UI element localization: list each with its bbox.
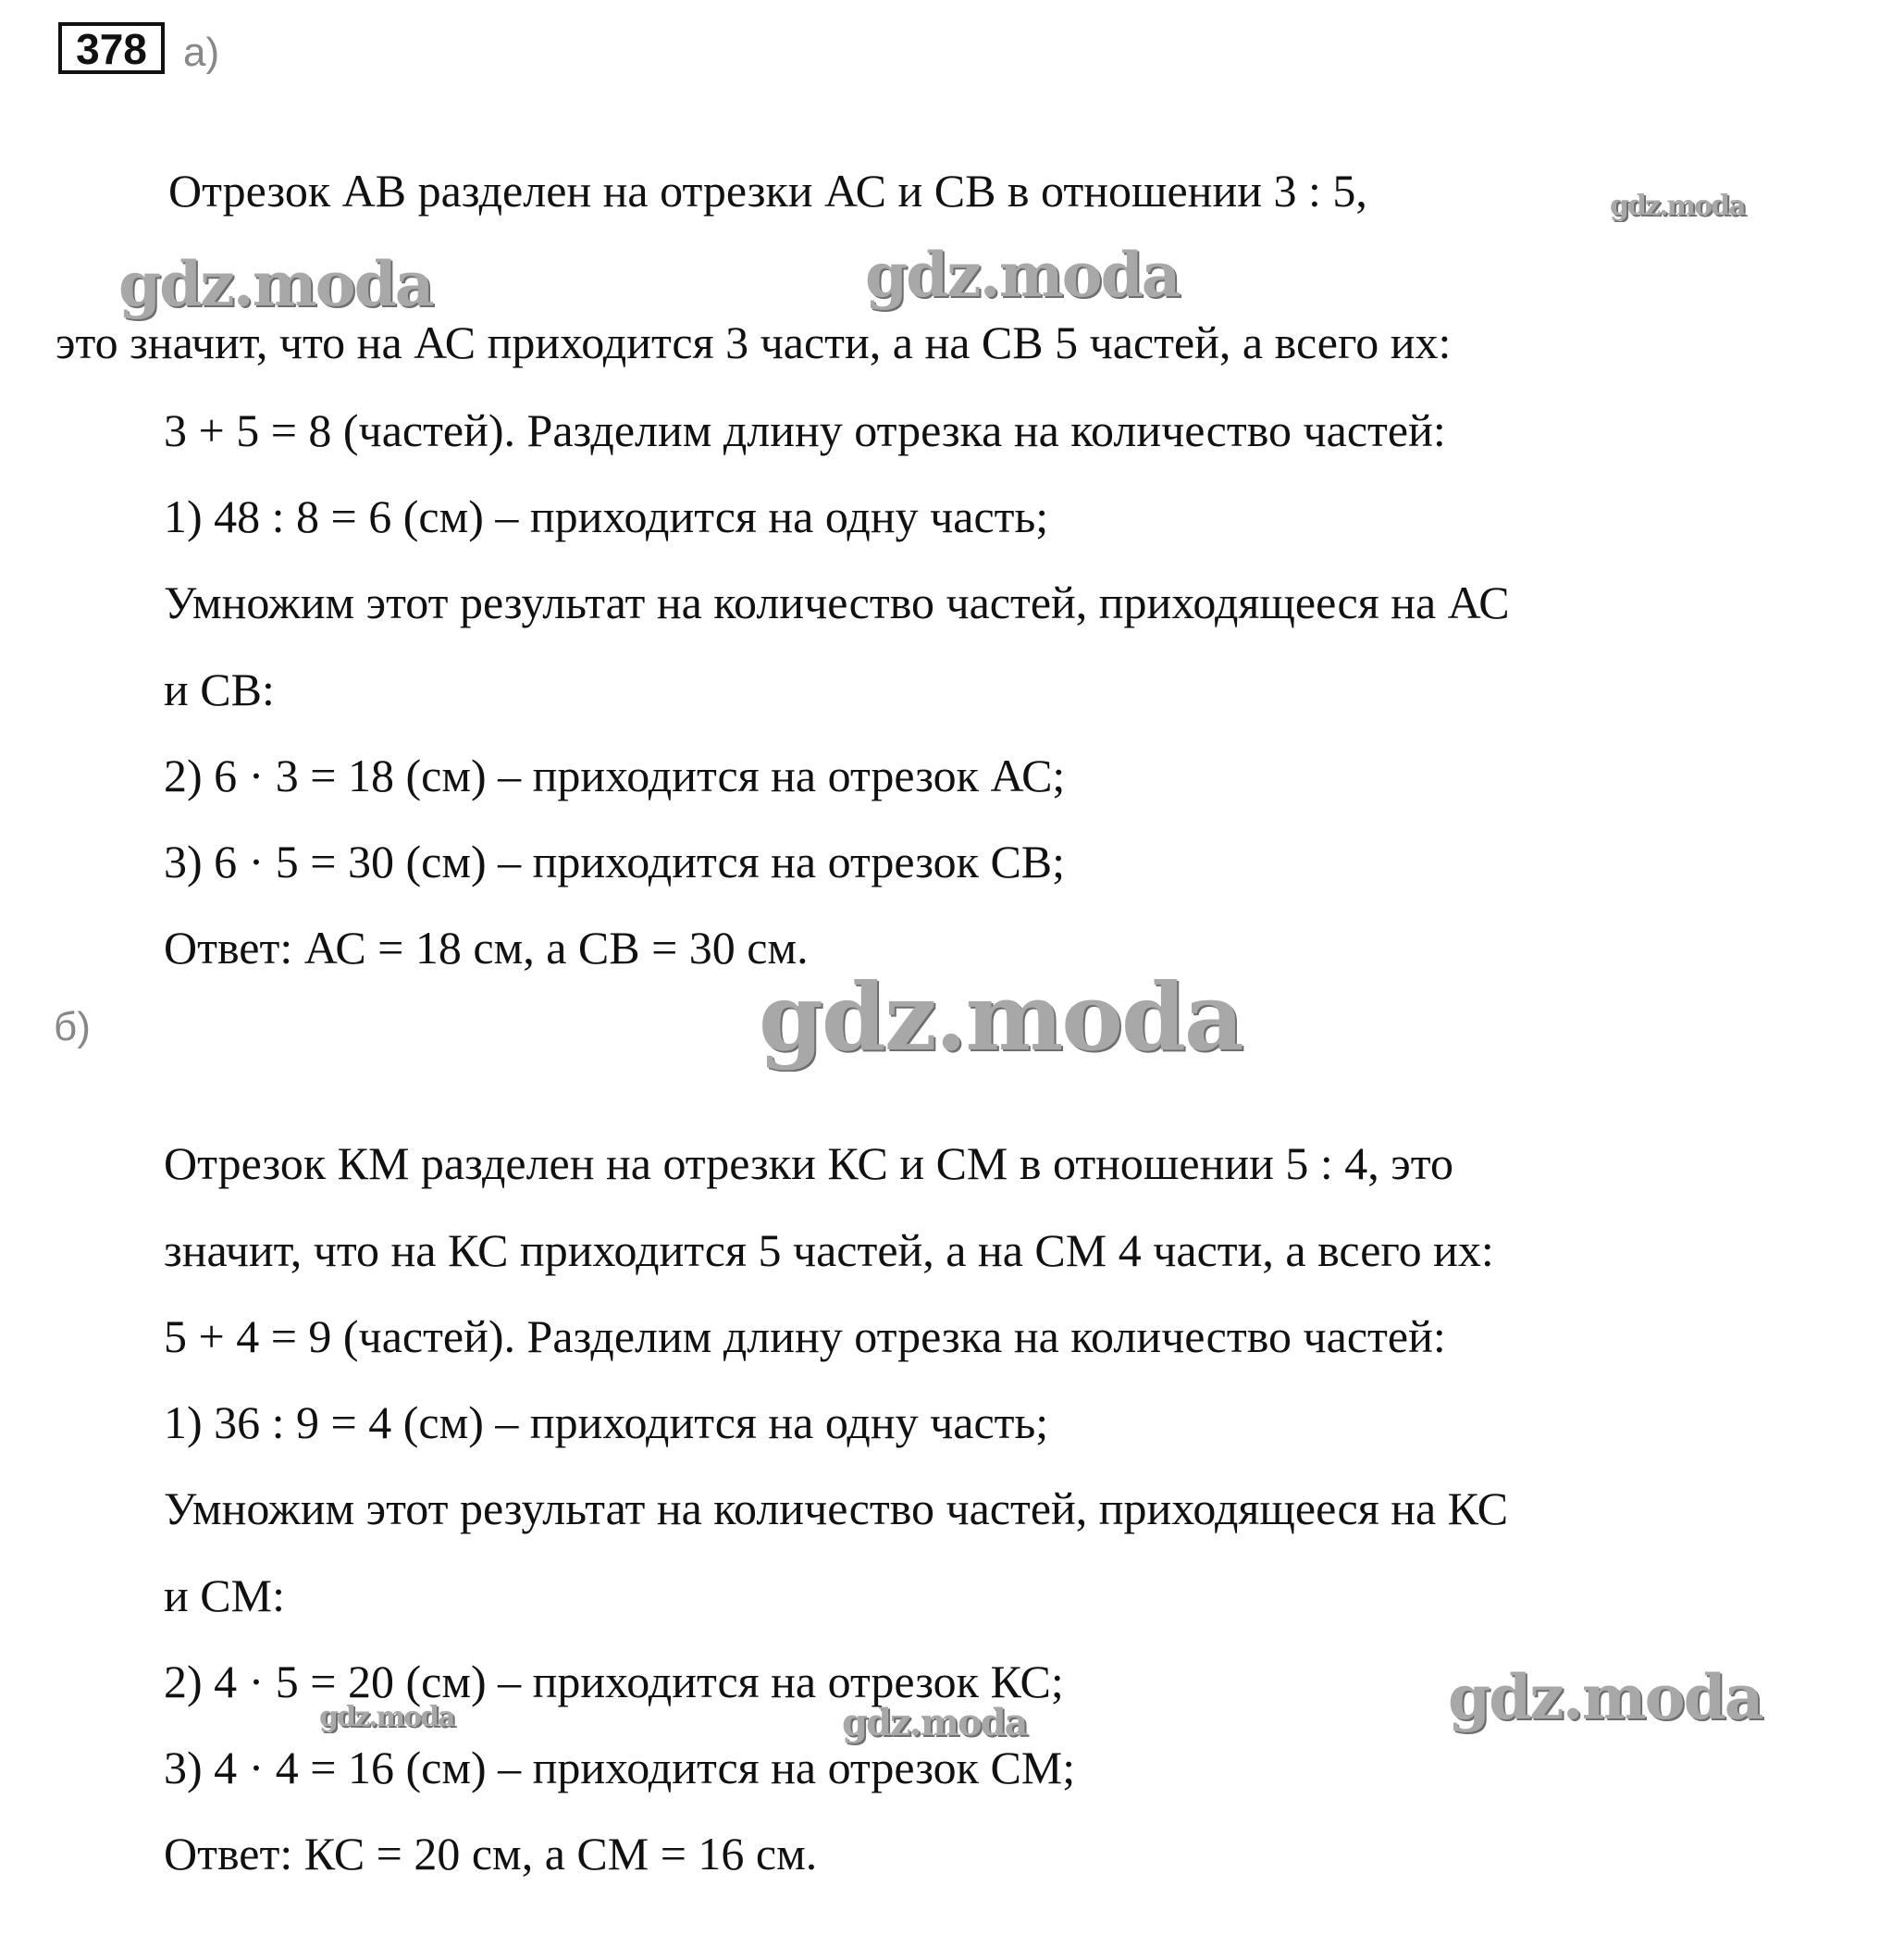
text-line: 3 + 5 = 8 (частей). Разделим длину отрезка на количество частей: bbox=[164, 404, 1446, 456]
text-line: Умножим этот результат на количество частей, приходящееся на АС bbox=[164, 577, 1510, 628]
text-line: Умножим этот результат на количество частей, приходящееся на КС bbox=[164, 1482, 1509, 1534]
answer-line: Ответ: КС = 20 см, а СМ = 16 см. bbox=[164, 1828, 818, 1879]
text-line: значит, что на КС приходится 5 частей, а на СМ 4 части, а всего их: bbox=[164, 1224, 1494, 1276]
watermark: gdz.moda bbox=[319, 1701, 454, 1733]
watermark: gdz.moda bbox=[1610, 190, 1745, 222]
text-line: 1) 48 : 8 = 6 (см) – приходится на одну часть; bbox=[164, 490, 1049, 542]
answer-line: Ответ: АС = 18 см, а СВ = 30 см. bbox=[164, 922, 809, 974]
watermark: gdz.moda bbox=[842, 1701, 1027, 1744]
text-line: это значит, что на АС приходится 3 части, а на СВ 5 частей, а всего их: bbox=[56, 316, 1452, 368]
watermark: gdz.moda bbox=[1448, 1661, 1762, 1733]
text-line: и СМ: bbox=[164, 1569, 285, 1621]
text-line: 2) 4 · 5 = 20 (см) – приходится на отрезок КС; bbox=[164, 1656, 1064, 1707]
text-line: и СВ: bbox=[164, 664, 275, 715]
watermark: gdz.moda bbox=[865, 239, 1180, 311]
text-line: 3) 4 · 4 = 16 (см) – приходится на отрезок СМ; bbox=[164, 1742, 1076, 1793]
part-a-label: а) bbox=[183, 30, 220, 75]
part-b-label: б) bbox=[54, 1004, 91, 1049]
text-line: 3) 6 · 5 = 30 (см) – приходится на отрезок СВ; bbox=[164, 836, 1066, 887]
text-line: 2) 6 · 3 = 18 (см) – приходится на отрезок АС; bbox=[164, 750, 1066, 801]
watermark: gdz.moda bbox=[118, 248, 433, 320]
watermark: gdz.moda bbox=[759, 962, 1243, 1072]
text-line: Отрезок КМ разделен на отрезки КС и СМ в отношении 5 : 4, это bbox=[164, 1137, 1453, 1189]
text-line: 1) 36 : 9 = 4 (см) – приходится на одну часть; bbox=[164, 1396, 1049, 1448]
text-line: Отрезок АВ разделен на отрезки АС и СВ в отношении 3 : 5, bbox=[168, 165, 1367, 217]
task-number: 378 bbox=[58, 22, 165, 74]
text-line: 5 + 4 = 9 (частей). Разделим длину отрезка на количество частей: bbox=[164, 1310, 1446, 1362]
